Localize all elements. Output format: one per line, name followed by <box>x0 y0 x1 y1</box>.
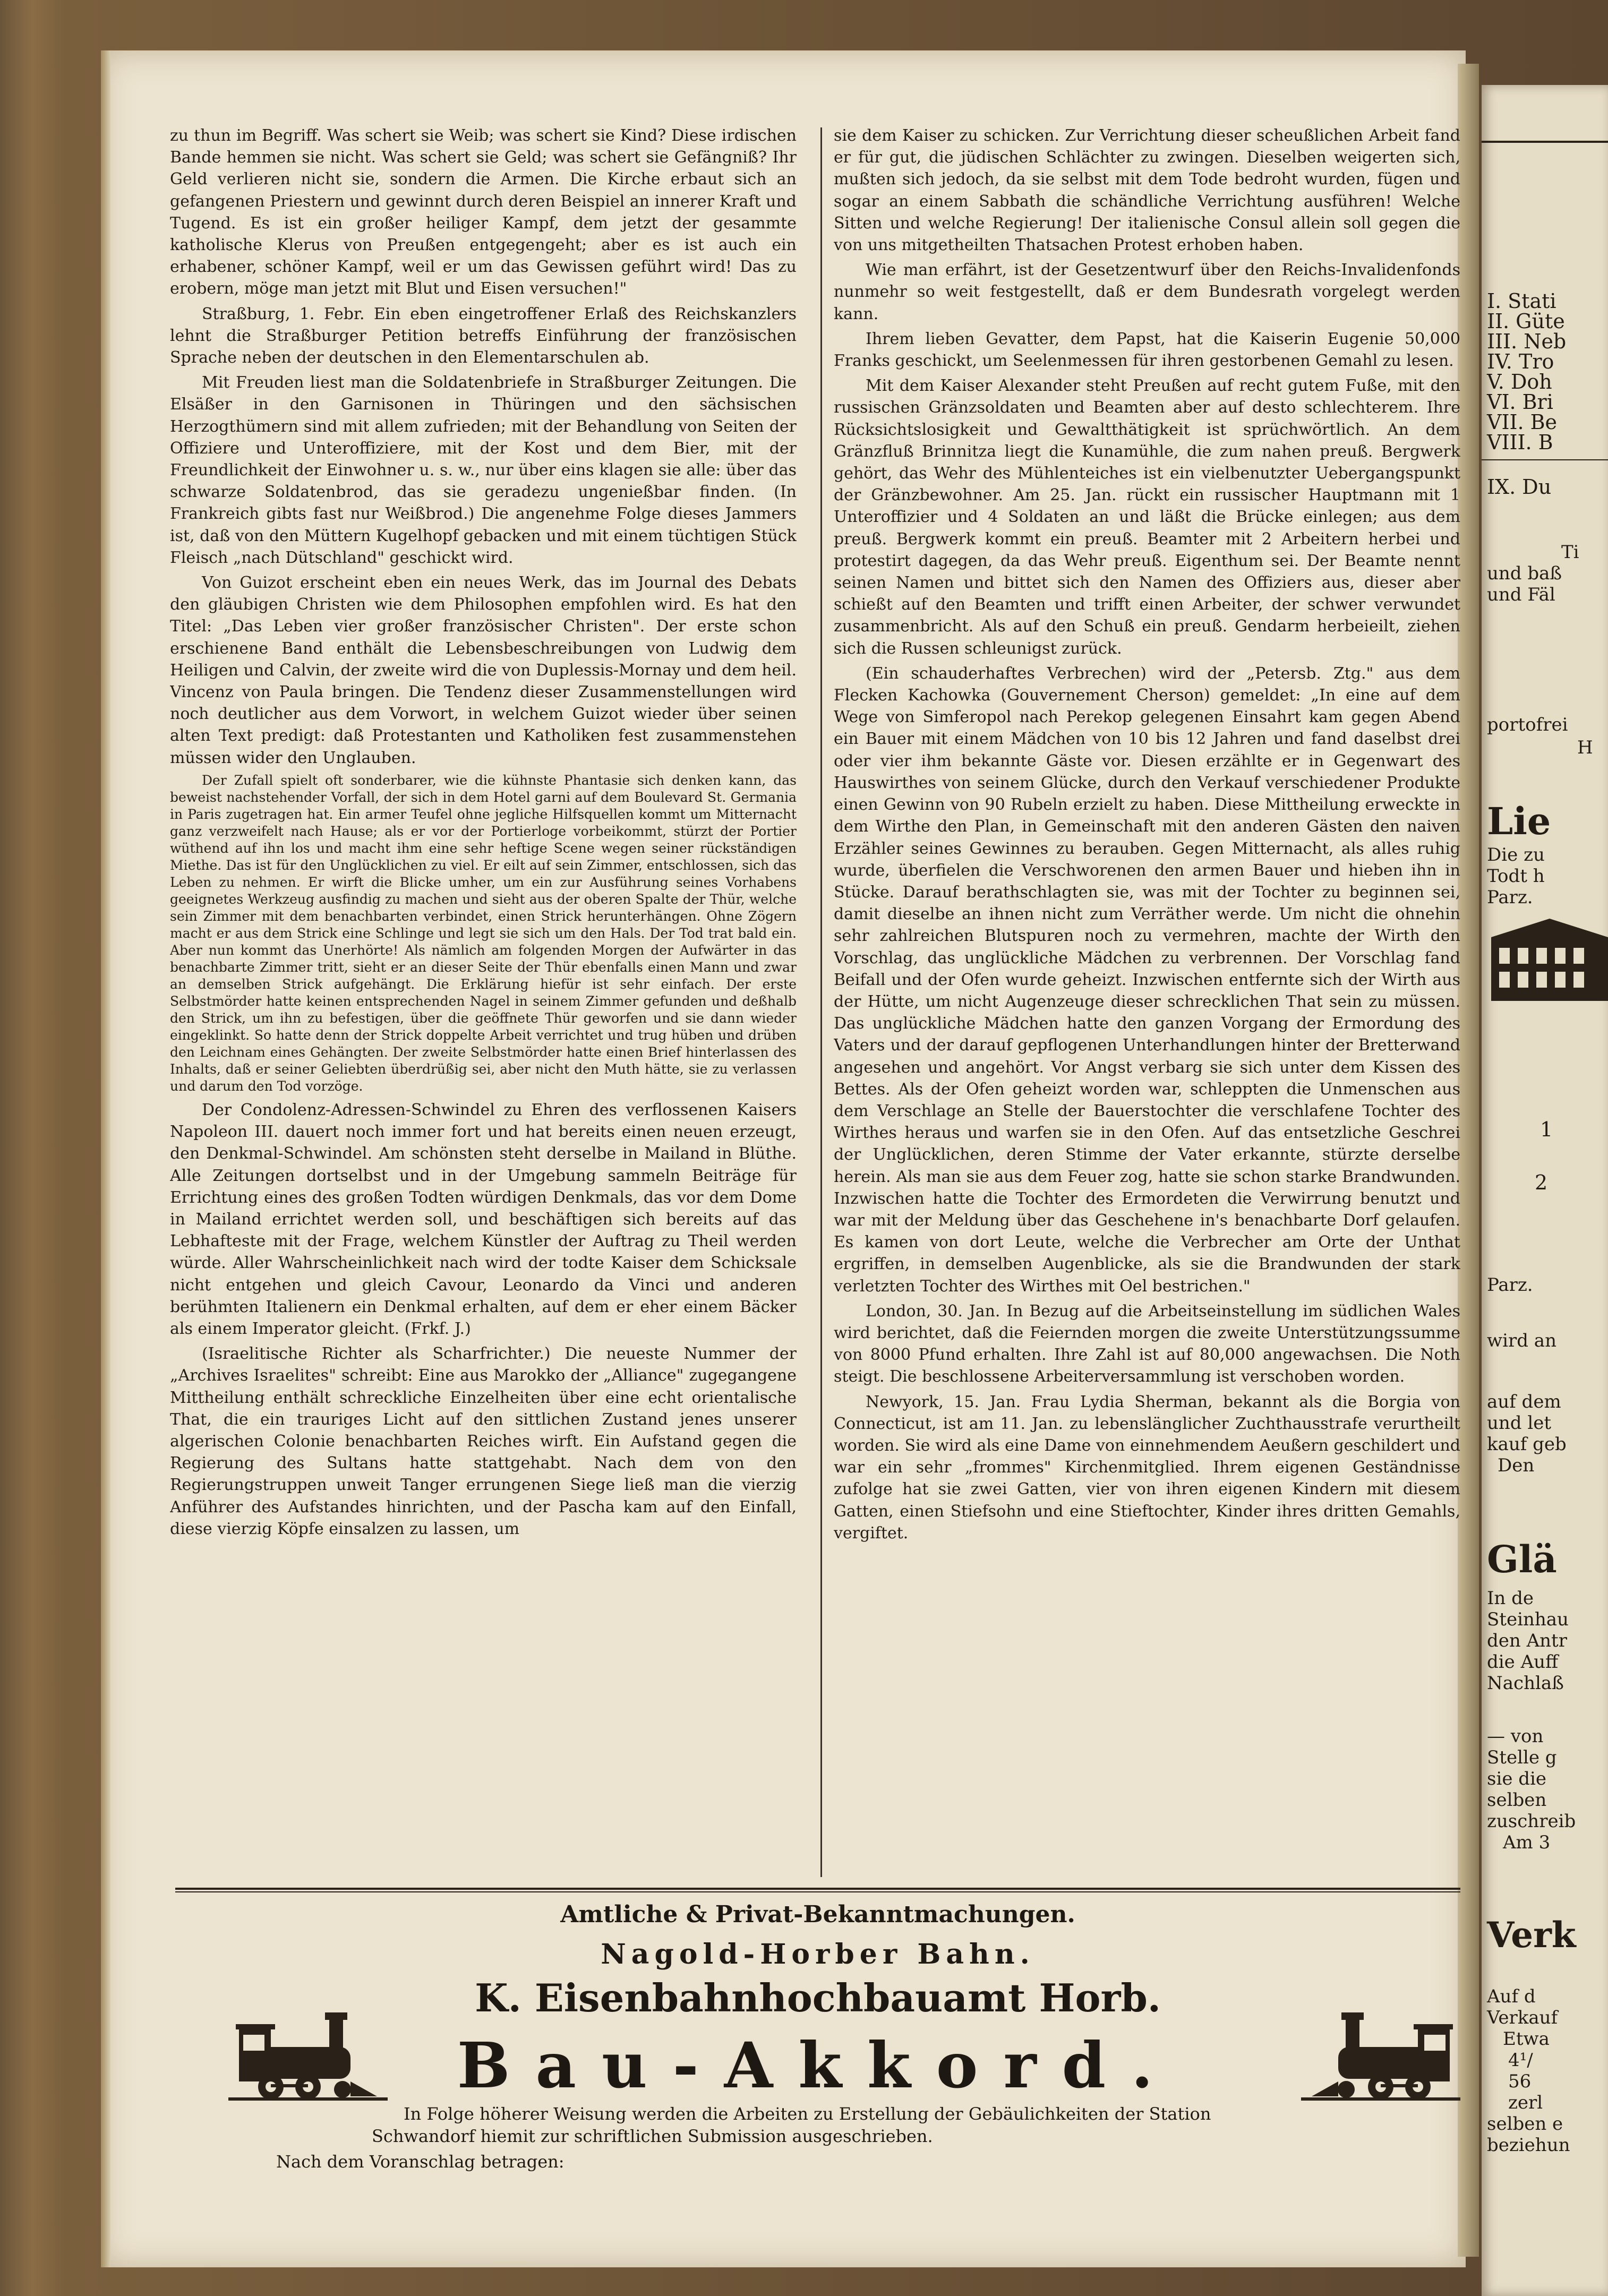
adjacent-text: selben <box>1487 1789 1547 1811</box>
adjacent-text: Am 3 <box>1503 1832 1551 1853</box>
adjacent-text: sie die <box>1487 1768 1547 1789</box>
adjacent-text: II. Güte <box>1487 310 1565 333</box>
adjacent-rule <box>1482 141 1608 143</box>
article-paragraph: Newyork, 15. Jan. Frau Lydia Sherman, bekannt als die Borgia von Connecticut, ist am 11. Jan. zu lebenslänglicher Zuchthausstrafe verurtheilt worden. Sie wird als eine Dame von einnehmendem Aeußern geschildert und war ein sehr „frommes" Kirchenmitglied. Ihrem eigenen Geständnisse zufolge hat sie zwei Gatten, vier von ihren eigenen Kindern mit diesem Gatten, einen Stiefsohn und eine Stieftochter, Kinder ihres dritten Gemahls, vergiftet. <box>834 1392 1460 1543</box>
article-paragraph: Der Condolenz-Adressen-Schwindel zu Ehren des verflossenen Kaisers Napoleon III. dauert noch immer fort und hat bereits einen neuen erzeugt, den Denkmal-Schwindel. Am schönsten steht derselbe in Mailand in Blüthe. Alle Zeitungen dortselbst und in der Umgebung sammeln Beiträge für Errichtung eines des großen Todten würdigen Denkmals, das vor dem Dome in Mailand errichtet werden soll, und beschäftigen sich bereits auf das Lebhafteste mit der Frage, welchem Künstler der Auftrag zu Theil werden würde. Aller Wahrscheinlichkeit nach wird der todte Kaiser dem Schicksale nicht entgehen und gleich Cavour, Leonardo da Vinci und anderen berühmten Italienern ein Denkmal erhalten, auf dem er eher einem Bäcker als einem Imperator gleicht. (Frkf. J.) <box>170 1100 797 1338</box>
adjacent-text: und Fäl <box>1487 584 1555 605</box>
adjacent-text: und baß <box>1487 563 1562 584</box>
article-paragraph: (Israelitische Richter als Scharfrichter.) Die neueste Nummer der „Archives Israelites" schreibt: Eine aus Marokko der „Alliance" zugegangene Mittheilung enthält schreckliche Einzelheiten über eine echt orientalische That, die ein trauriges Licht auf den sittlichen Zustand jenes unserer algerischen Colonie benachbarten Reiches wirft. Ein Aufstand gegen die Regierung des Sultans hatte stattgehabt. Nach dem von den Regierungstruppen unweit Tanger errungenen Siege ließ man die vierzig Anführer des Aufstandes hinrichten, und der Pascha kam auf den Einfall, diese vierzig Köpfe einsalzen zu lassen, um <box>170 1344 797 1538</box>
adjacent-text: IV. Tro <box>1487 350 1554 373</box>
building-icon <box>1486 916 1608 1006</box>
adjacent-text: 1 <box>1540 1118 1553 1141</box>
locomotive-icon <box>1296 1997 1466 2113</box>
adjacent-text: wird an <box>1487 1330 1556 1351</box>
article-paragraph-small: Der Zufall spielt oft sonderbarer, wie die kühnste Phantasie sich denken kann, das beweist nachstehender Vorfall, der sich in dem Hotel garni auf dem Boulevard St. Germania in Paris zugetragen hat. Ein armer Teufel ohne jegliche Hilfsquellen kommt um Mitternacht ganz verzweifelt nach Hause; als er vor der Portierloge vorbeikommt, stürzt der Portier wüthend auf ihn los und macht ihm eine sehr heftige Scene wegen seiner rückständigen Miethe. Das ist für den Unglücklichen zu viel. Er eilt auf sein Zimmer, entschlossen, sich das Leben zu nehmen. Er wirft die Blicke umher, um ein zur Ausführung seines Vorhabens geeignetes Werkzeug ausfindig zu machen und sieht aus der oberen Spalte der Thür, welche sein Zimmer mit dem benachbarten verbindet, einen Strick herunterhängen. Ohne Zögern macht er aus dem Strick eine Schlinge und legt sie sich um den Hals. Der Tod trat bald ein. Aber nun kommt das Unerhörte! Als nämlich am folgenden Morgen der Aufwärter in das benachbarte Zimmer tritt, sieht er an dieser Seite der Thür ebenfalls einen Mann und zwar an demselben Strick aufgehängt. Die Erklärung hiefür ist sehr einfach. Der erste Selbstmörder hatte keinen entsprechenden Nagel in seinem Zimmer gefunden und deßhalb den Strick, um ihn zu befestigen, über die geöffnete Thür geworfen und sie dann wieder eingeklinkt. So hatte denn der Strick doppelte Arbeit verrichtet und trug hüben und drüben den Leichnam eines Gehängten. Der zweite Selbstmörder hatte einen Brief hinterlassen des Inhalts, daß er seiner Geliebten überdrüßig sei, aber nicht den Muth hätte, sie zu verlassen und darum den Tod vorzöge. <box>170 772 797 1094</box>
section-rule-thin <box>175 1891 1460 1892</box>
adjacent-text: auf dem <box>1487 1391 1561 1412</box>
notices-section-title: Amtliche & Privat-Bekanntmachungen. <box>560 1901 1075 1928</box>
article-paragraph: London, 30. Jan. In Bezug auf die Arbeitseinstellung im südlichen Wales wird berichtet, daß die Feiernden morgen die zweite Unterstützungssumme von 8000 Pfund erhalten. Ihre Zahl ist auf 80,000 angewachsen. Die Noth steigt. Die beschlossene Arbeiterversammlung ist verschoben worden. <box>834 1301 1460 1386</box>
adjacent-text: — von <box>1487 1726 1544 1747</box>
column-divider <box>820 127 822 1877</box>
adjacent-text: zuschreib <box>1487 1811 1576 1832</box>
adjacent-text: Steinhau <box>1487 1609 1569 1630</box>
adjacent-text: VII. Be <box>1487 410 1558 434</box>
adjacent-text: selben e <box>1487 2113 1563 2135</box>
adjacent-rule <box>1482 459 1608 460</box>
adjacent-text: Auf d <box>1487 1986 1536 2007</box>
left-article-column <box>170 125 797 1880</box>
adjacent-text: Todt h <box>1487 866 1545 887</box>
article-paragraph: Von Guizot erscheint eben ein neues Werk, das im Journal des Debats den gläubigen Christen wie dem Philosophen empfohlen wird. Es hat den Titel: „Das Leben vier großer französischer Christen". Der erste schon erschienene Band enthält die Lebensbeschreibungen von Ludwig dem Heiligen und Calvin, der zweite wird die von Duplessis-Mornay und dem heil. Vincenz von Paula bringen. Die Tendenz dieser Zusammenstellungen wird noch deutlicher aus dem Vorwort, in welchem Guizot wieder über seinen alten Text predigt: daß Protestanten und Katholiken fest zusammenstehen müssen wider den Unglauben. <box>170 573 797 767</box>
notice-estimate-label: Nach dem Voranschlag betragen: <box>276 2152 564 2172</box>
adjacent-heading: Glä <box>1487 1537 1557 1581</box>
adjacent-text: Ti <box>1561 542 1579 563</box>
adjacent-page-fragment <box>1482 85 1608 2296</box>
adjacent-text: VIII. B <box>1487 431 1553 454</box>
article-paragraph: zu thun im Begriff. Was schert sie Weib; was schert sie Kind? Diese irdischen Bande hemmen sie nicht. Was schert sie Geld; was schert sie Gefängniß? Ihr Geld verlieren nicht sie, sondern die Armen. Die Kirche erbaut sich an gefangenen Priestern und gewinnt durch deren Beispiel an innerer Kraft und Tugend. Es ist ein großer heiliger Kampf, dem jetzt der gesammte katholische Klerus von Preußen entgegengeht; aber es ist auch ein erhabener, schöner Kampf, weil er um das Gewissen geführt wird! Das zu erobern, möge man jetzt mit Blut und Eisen versuchen!" <box>170 126 797 298</box>
adjacent-text: 4¹/ <box>1508 2050 1533 2071</box>
adjacent-text: die Auff <box>1487 1651 1559 1673</box>
article-paragraph: sie dem Kaiser zu schicken. Zur Verrichtung dieser scheußlichen Arbeit fand er für gut, die jüdischen Schlächter zu zwingen. Dieselben weigerten sich, mußten sich jedoch, da sie selbst mit dem Tode bedroht wurden, fügen und sogar an einem Sabbath die schändliche Verrichtung ausführen! Welche Sitten und welche Regierung! Der italienische Consul allein soll gegen die von uns mitgetheilten Thatsachen Protest erhoben haben. <box>834 126 1460 255</box>
page-binding-edge <box>101 50 110 2267</box>
adjacent-text: Stelle g <box>1487 1747 1557 1768</box>
notice-heading: Bau-Akkord. <box>457 2028 1179 2102</box>
office-name: K. Eisenbahnhochbauamt Horb. <box>475 1975 1161 2020</box>
adjacent-heading: Verk <box>1487 1914 1576 1956</box>
adjacent-text: IX. Du <box>1487 475 1552 499</box>
adjacent-text: beziehun <box>1487 2135 1570 2156</box>
article-paragraph: Wie man erfährt, ist der Gesetzentwurf über den Reichs-Invalidenfonds nunmehr so weit festgestellt, daß er dem Bundesrath vorgelegt werden kann. <box>834 261 1460 323</box>
adjacent-text: Den <box>1498 1455 1535 1476</box>
adjacent-text: In de <box>1487 1588 1534 1609</box>
adjacent-text: 2 <box>1535 1171 1548 1194</box>
adjacent-text: den Antr <box>1487 1630 1567 1651</box>
article-paragraph: Straßburg, 1. Febr. Ein eben eingetroffener Erlaß des Reichskanzlers lehnt die Straßburger Petition betreffs Einführung der französischen Sprache neben der deutschen in den Elementarschulen ab. <box>170 304 797 367</box>
adjacent-text: Verkauf <box>1487 2007 1558 2028</box>
railway-name: Nagold-Horber Bahn. <box>601 1938 1035 1971</box>
adjacent-text: portofrei <box>1487 714 1568 735</box>
locomotive-icon <box>223 1997 393 2113</box>
adjacent-text: 56 <box>1508 2071 1532 2092</box>
section-rule <box>175 1888 1460 1890</box>
adjacent-text: I. Stati <box>1487 289 1556 313</box>
adjacent-text: kauf geb <box>1487 1434 1567 1455</box>
notice-body: In Folge höherer Weisung werden die Arbeiten zu Erstellung der Gebäulichkeiten der Station Schwandorf hiemit zur schriftlichen Submission ausgeschrieben. <box>372 2104 1211 2146</box>
article-paragraph: (Ein schauderhaftes Verbrechen) wird der „Petersb. Ztg." aus dem Flecken Kachowka (Gouvernement Cherson) gemeldet: „In eine auf dem Wege von Simferopol nach Perekop gelegenen Einsahrt kam gegen Abend ein Bauer mit einem Mädchen von 10 bis 12 Jahren und fand daselbst drei oder vier ihm bekannte Gäste vor. Diesen erzählte er in Gegenwart des Hauswirthes von seinem Glücke, durch den Verkauf verschiedener Produkte einen Gewinn von 90 Rubeln erzielt zu haben. Diese Mittheilung erweckte in dem Wirthe den Plan, in Gemeinschaft mit den anderen Gästen den naiven Erzähler seines Gewinnes zu berauben. Gegen Mitternacht, als alles ruhig wurde, überfielen die Verschworenen den armen Bauer und hieben ihn in Stücke. Darauf berathschlagten sie, was mit der Tochter zu beginnen sei, damit dieselbe an ihnen nicht zum Verräther werde. Um nicht die ohnehin sehr zahlreichen Blutspuren noch zu vermehren, machte der Wirth den Vorschlag, das unglückliche Mädchen zu verbrennen. Der Vorschlag fand Beifall und der Ofen wurde geheizt. Inzwischen entfernte sich der Wirth aus der Hütte, um nicht Augenzeuge dieser schrecklichen That sein zu müssen. Das unglückliche Mädchen hatte den ganzen Vorgang der Ermordung des Vaters und der darauf gepflogenen Unterhandlungen hinter der Bretterwand angesehen und angehört. Vor Angst verbarg sie sich unter dem Kissen des Bettes. Als der Ofen geheizt worden war, schleppten die Unmenschen aus dem Verschlage an Stelle der Bauerstochter die verschlafene Tochter des Wirthes heraus und warfen sie in den Ofen. Auf das entsetzliche Geschrei der Unglücklichen, deren Stimme der Vater erkannte, stürzte derselbe herein. Als man sie aus dem Feuer zog, hatte sie schon starke Brandwunden. Inzwischen hatte die Tochter des Ermordeten die Verwirrung benutzt und war mit der Meldung über das Geschehene in's benachbarte Dorf gelaufen. Es kamen von dort Leute, welche die Verbrecher am Orte der Unthat ergriffen, in demselben Augenblicke, als sie die Brandwunden der stark verletzten Tochter des Wirthes mit Oel bestrichen." <box>834 664 1460 1296</box>
adjacent-text: Etwa <box>1503 2028 1550 2050</box>
page-gutter <box>1458 64 1479 2257</box>
adjacent-text: VI. Bri <box>1487 390 1553 414</box>
adjacent-text: Parz. <box>1487 1274 1533 1296</box>
article-paragraph: Mit Freuden liest man die Soldatenbriefe in Straßburger Zeitungen. Die Elsäßer in den Garnisonen in Thüringen und den sächsischen Herzogthümern sind mit allem zufrieden; mit der Behandlung von Seiten der Offiziere und Unteroffiziere, mit der Kost und dem Bier, mit der Freundlichkeit der Einwohner u. s. w., nur über eins klagen sie alle: über das schwarze Soldatenbrod, das sie geradezu ungenießbar finden. (In Frankreich gibts fast nur Weißbrod.) Die angenehme Folge dieses Jammers ist, daß von den Müttern Kugelhopf gebacken und mit einem tüchtigen Stück Fleisch „nach Dütschland" geschickt wird. <box>170 373 797 567</box>
adjacent-heading: Lie <box>1487 799 1551 843</box>
adjacent-text: III. Neb <box>1487 330 1567 353</box>
article-paragraph: Ihrem lieben Gevatter, dem Papst, hat die Kaiserin Eugenie 50,000 Franks geschickt, um Seelenmessen für ihren gestorbenen Gemahl zu lesen. <box>834 329 1460 371</box>
right-article-column <box>834 125 1460 1880</box>
adjacent-text: und let <box>1487 1412 1552 1434</box>
adjacent-text: Die zu <box>1487 844 1545 866</box>
adjacent-text: Nachlaß <box>1487 1673 1564 1694</box>
article-paragraph: Mit dem Kaiser Alexander steht Preußen auf recht gutem Fuße, mit den russischen Gränzsoldaten und Beamten aber auf desto schlechterem. Ihre Rücksichtslosigkeit und Gewaltthätigkeit ist sprüchwörtlich. An dem Gränzfluß Brinnitza liegt die Kunamühle, die zum nahen preuß. Bergwerk gehört, das Wehr des Mühlenteiches ist ein vielbenutzter Uebergangspunkt der Gränzbewohner. Am 25. Jan. rückt ein russischer Hauptmann mit 1 Unteroffizier und 4 Soldaten an und läßt die Brücke einlegen; aus dem preuß. Bergwerk kommt ein preuß. Beamter mit 2 Arbeitern herbei und protestirt dagegen, da das Wehr preuß. Eigenthum sei. Der Beamte nennt seinen Namen und bittet sich den Namen des Offiziers aus, dieser aber schießt auf den Beamten und trifft einen Arbeiter, der schwer verwundet zusammenbricht. Als auf den Schuß ein preuß. Gendarm herbeieilt, ziehen sich die Russen schleunigst zurück. <box>834 376 1460 658</box>
adjacent-text: zerl <box>1508 2092 1543 2113</box>
adjacent-text: Parz. <box>1487 887 1533 908</box>
adjacent-text: V. Doh <box>1487 370 1552 393</box>
adjacent-text: H <box>1577 737 1593 758</box>
